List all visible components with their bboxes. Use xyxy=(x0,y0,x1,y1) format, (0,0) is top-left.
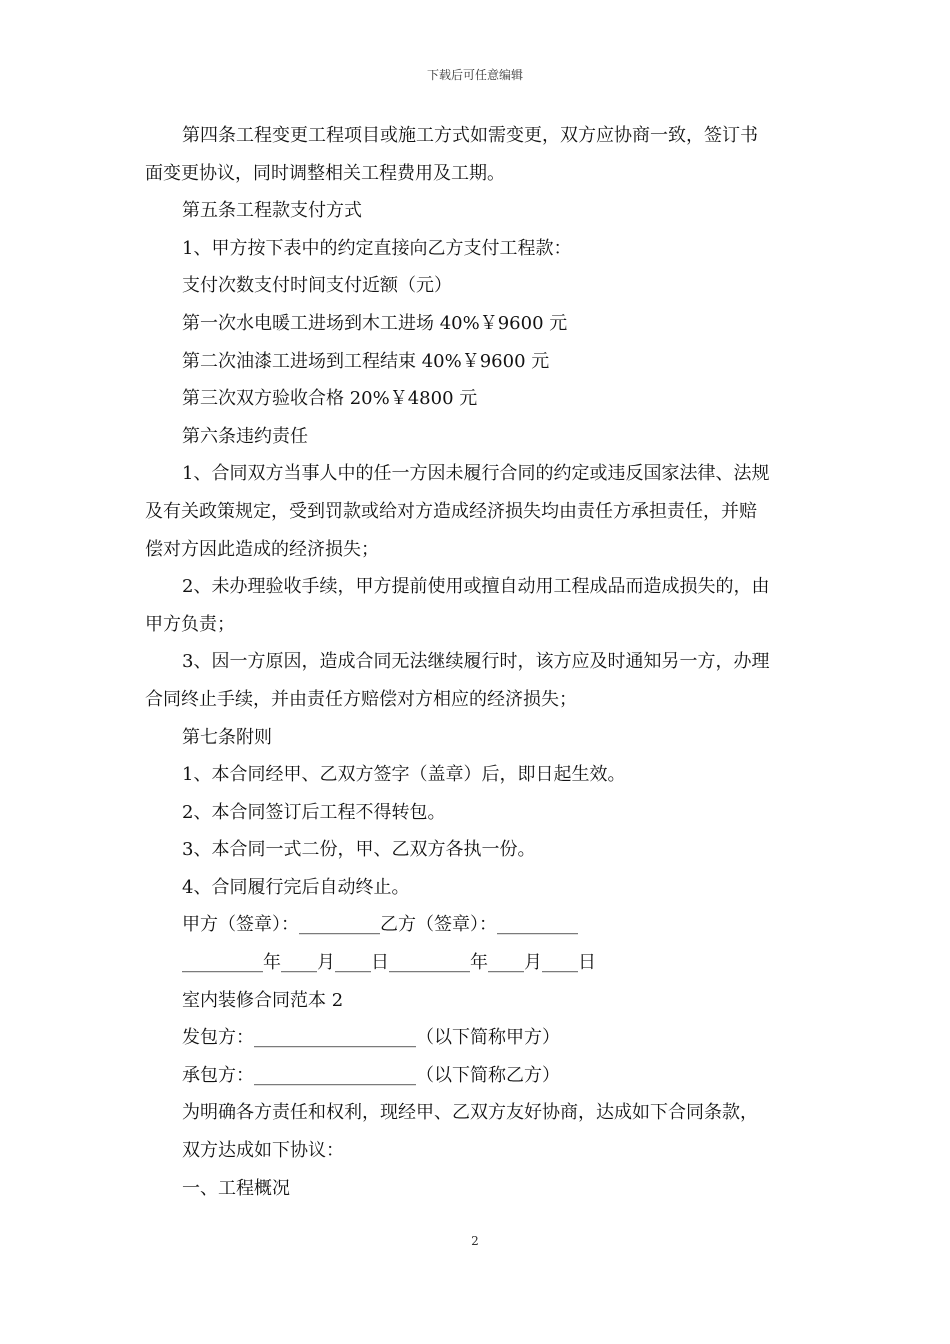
text-line: 4、合同履行完后自动终止。 xyxy=(182,876,410,898)
text-line: 一、工程概况 xyxy=(182,1177,290,1199)
text-line: 支付次数支付时间支付近额（元） xyxy=(182,275,452,297)
text-line: 第三次双方验收合格 20%￥4800 元 xyxy=(182,388,478,410)
text-line: 及有关政策规定，受到罚款或给对方造成经济损失均由责任方承担责任，并赔 xyxy=(145,500,757,522)
text-line: 1、本合同经甲、乙双方签字（盖章）后，即日起生效。 xyxy=(182,764,626,786)
text-line: 甲方负责； xyxy=(145,613,235,635)
text-line: 第五条工程款支付方式 xyxy=(182,200,362,222)
text-line: 1、合同双方当事人中的任一方因未履行合同的约定或违反国家法律、法规 xyxy=(182,463,770,485)
text-line: 甲方（签章）：_________乙方（签章）：_________ xyxy=(182,914,578,936)
text-line: 第四条工程变更工程项目或施工方式如需变更，双方应协商一致，签订书 xyxy=(182,125,758,146)
text-line: 2、本合同签订后工程不得转包。 xyxy=(182,801,446,823)
text-line: 合同终止手续，并由责任方赔偿对方相应的经济损失； xyxy=(145,688,577,710)
text-line: 为明确各方责任和权利，现经甲、乙双方友好协商，达成如下合同条款， xyxy=(182,1102,758,1124)
page-number: 2 xyxy=(471,1234,479,1248)
text-line: _________年____月____日_________年____月____日 xyxy=(182,952,596,974)
text-line: 3、本合同一式二份，甲、乙双方各执一份。 xyxy=(182,839,536,861)
text-line: 第二次油漆工进场到工程结束 40%￥9600 元 xyxy=(182,350,550,372)
page-header: 下载后可任意编辑 xyxy=(426,68,523,82)
text-line: 室内装修合同范本 2 xyxy=(182,989,344,1011)
text-line: 2、未办理验收手续，甲方提前使用或擅自动用工程成品而造成损失的，由 xyxy=(182,576,770,598)
document-body xyxy=(145,117,805,1207)
text-line: 第六条违约责任 xyxy=(182,425,308,447)
text-line: 面变更协议，同时调整相关工程费用及工期。 xyxy=(145,162,505,184)
text-line: 第一次水电暖工进场到木工进场 40%￥9600 元 xyxy=(182,312,568,334)
text-line: 偿对方因此造成的经济损失； xyxy=(145,538,379,560)
text-line: 发包方：__________________（以下简称甲方） xyxy=(182,1027,560,1049)
text-line: 承包方：__________________（以下简称乙方） xyxy=(182,1064,560,1086)
text-line: 第七条附则 xyxy=(182,726,272,748)
text-line: 双方达成如下协议： xyxy=(182,1140,344,1162)
text-line: 3、因一方原因，造成合同无法继续履行时，该方应及时通知另一方，办理 xyxy=(182,651,770,673)
text-line: 1、甲方按下表中的约定直接向乙方支付工程款： xyxy=(182,237,572,259)
